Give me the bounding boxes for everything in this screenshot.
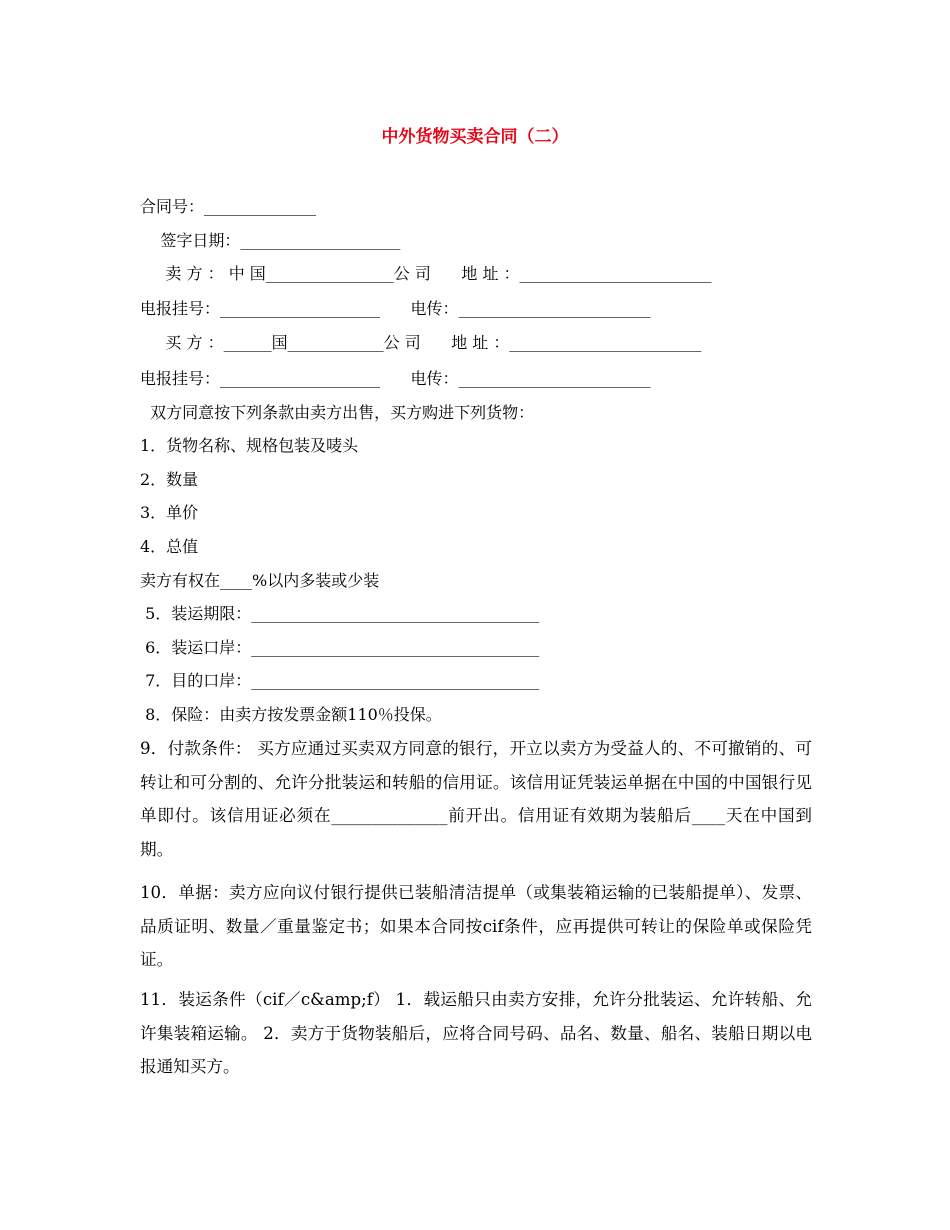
signing-date-line: 签字日期：____________________ <box>140 231 401 250</box>
seller-telegraph-fax-line: 电报挂号：____________________ 电传：________________________ <box>140 299 651 318</box>
seller-line: 卖 方 ： 中 国________________公 司 地 址 ：________________________ <box>140 264 712 283</box>
clause-7: 7．目的口岸：____________________________________ <box>140 671 540 690</box>
contract-title: 中外货物买卖合同（二） <box>381 127 569 147</box>
buyer-telegraph-fax-line: 电报挂号：____________________ 电传：________________________ <box>140 369 651 388</box>
agreement-intro: 双方同意按下列条款由卖方出售，买方购进下列货物： <box>140 403 535 422</box>
clause-8: 8．保险：由卖方按发票金额110％投保。 <box>140 705 442 724</box>
contract-number-line: 合同号：______________ <box>140 197 317 216</box>
clause-10-documents: 10．单据：卖方应向议付银行提供已装船清洁提单（或集装箱运输的已装船提单）、发票、品质证明、数量／重量鉴定书；如果本合同按cif条件，应再提供可转让的保险单或保险凭证。 <box>140 883 812 969</box>
quantity-tolerance: 卖方有权在____%以内多装或少装 <box>140 571 380 590</box>
buyer-line: 买 方 ：______国____________公 司 地 址 ：________________________ <box>140 333 702 352</box>
clause-3: 3．单价 <box>140 503 199 522</box>
clause-5: 5．装运期限：____________________________________ <box>140 604 540 623</box>
clause-6: 6．装运口岸：____________________________________ <box>140 638 540 657</box>
clause-9-payment: 9．付款条件： 买方应通过买卖双方同意的银行，开立以卖方为受益人的、不可撤销的、可转让和可分割的、允许分批装运和转船的信用证。该信用证凭装运单据在中国的中国银行见单即付。该信用证必须在______________前开出。信用证有效期为装船后____天在中国到期。 <box>140 739 812 859</box>
clause-11-shipment: 11．装运条件（cif／c&amp;f） 1．载运船只由卖方安排，允许分批装运、允许转船、允许集装箱运输。 2．卖方于货物装船后，应将合同号码、品名、数量、船名、装船日期以电报通知买方。 <box>140 990 812 1076</box>
clause-2: 2．数量 <box>140 470 199 489</box>
clause-1: 1．货物名称、规格包装及唛头 <box>140 436 359 455</box>
clause-4: 4．总值 <box>140 537 199 556</box>
